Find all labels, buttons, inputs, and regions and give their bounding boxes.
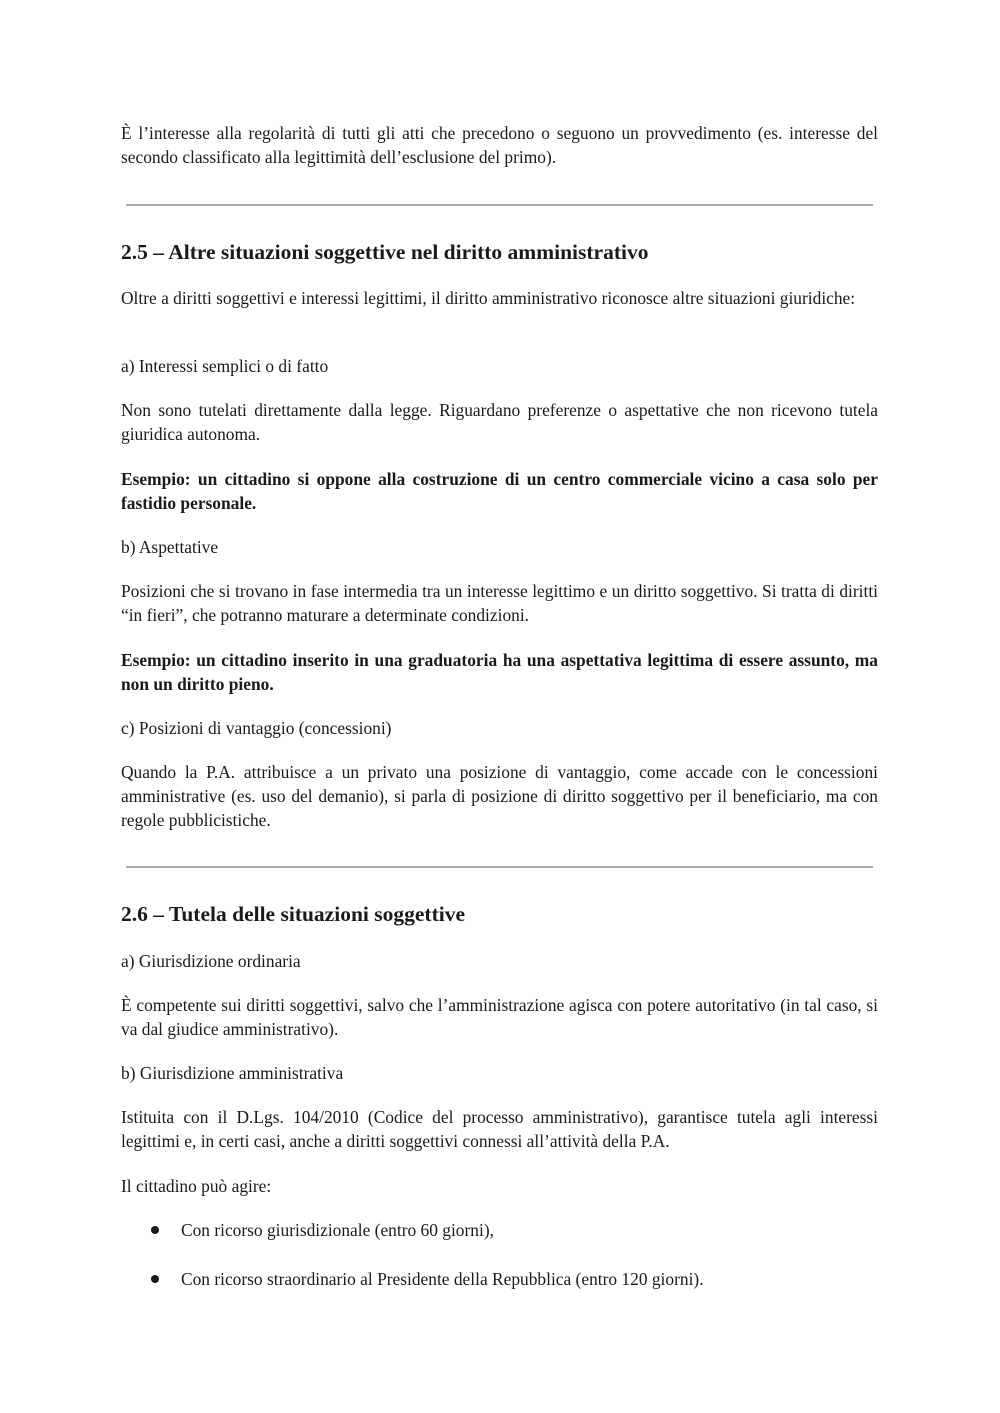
intro-paragraph: È l’interesse alla regolarità di tutti gli atti che precedono o seguono un provvedimento (es. interesse del secondo classificato alla legittimità dell’esclusione del primo).: [121, 123, 878, 167]
subsection-b-title: b) Aspettative: [121, 537, 219, 557]
subsection-a-title: a) Giurisdizione ordinaria: [121, 951, 301, 971]
subsection-a-text: Non sono tutelati direttamente dalla legge. Riguardano preferenze o aspettative che non ricevono tutela giuridica autonoma.: [121, 400, 878, 444]
subsection-b-text: Posizioni che si trovano in fase intermedia tra un interesse legittimo e un diritto soggettivo. Si tratta di diritti “in fieri”, che potranno maturare a determinate condizioni.: [121, 581, 878, 625]
bullet-icon: [151, 1218, 161, 1242]
section-2-5-heading: 2.5 – Altre situazioni soggettive nel diritto amministrativo: [121, 240, 649, 264]
list-item: Con ricorso straordinario al Presidente della Repubblica (entro 120 giorni).: [181, 1269, 704, 1289]
subsection-a-example: Esempio: un cittadino si oppone alla costruzione di un centro commerciale vicino a casa solo per fastidio personale.: [121, 469, 878, 513]
subsection-b-example: Esempio: un cittadino inserito in una graduatoria ha una aspettativa legittima di essere assunto, ma non un diritto pieno.: [121, 650, 878, 694]
section-divider: [126, 204, 873, 206]
subsection-c-text: Quando la P.A. attribuisce a un privato una posizione di vantaggio, come accade con le concessioni amministrative (es. uso del demanio), si parla di posizione di diritto soggettivo per il beneficiario, ma con regole pubblicistiche.: [121, 762, 878, 830]
section-2-6-heading: 2.6 – Tutela delle situazioni soggettive: [121, 902, 465, 926]
list-item: Con ricorso giurisdizionale (entro 60 giorni),: [181, 1220, 494, 1240]
subsection-b-text: Istituita con il D.Lgs. 104/2010 (Codice del processo amministrativo), garantisce tutela agli interessi legittimi e, in certi casi, anche a diritti soggettivi connessi all’attività della P.A.: [121, 1107, 878, 1151]
subsection-a-text: È competente sui diritti soggettivi, salvo che l’amministrazione agisca con potere autoritativo (in tal caso, si va dal giudice amministrativo).: [121, 995, 878, 1039]
subsection-b-title: b) Giurisdizione amministrativa: [121, 1063, 344, 1083]
subsection-c-title: c) Posizioni di vantaggio (concessioni): [121, 718, 392, 738]
section-divider: [126, 866, 873, 868]
bullet-icon: [151, 1267, 161, 1291]
action-intro: Il cittadino può agire:: [121, 1176, 272, 1196]
subsection-a-title: a) Interessi semplici o di fatto: [121, 356, 329, 376]
section-2-5-intro: Oltre a diritti soggettivi e interessi legittimi, il diritto amministrativo riconosce altre situazioni giuridiche:: [121, 288, 856, 308]
